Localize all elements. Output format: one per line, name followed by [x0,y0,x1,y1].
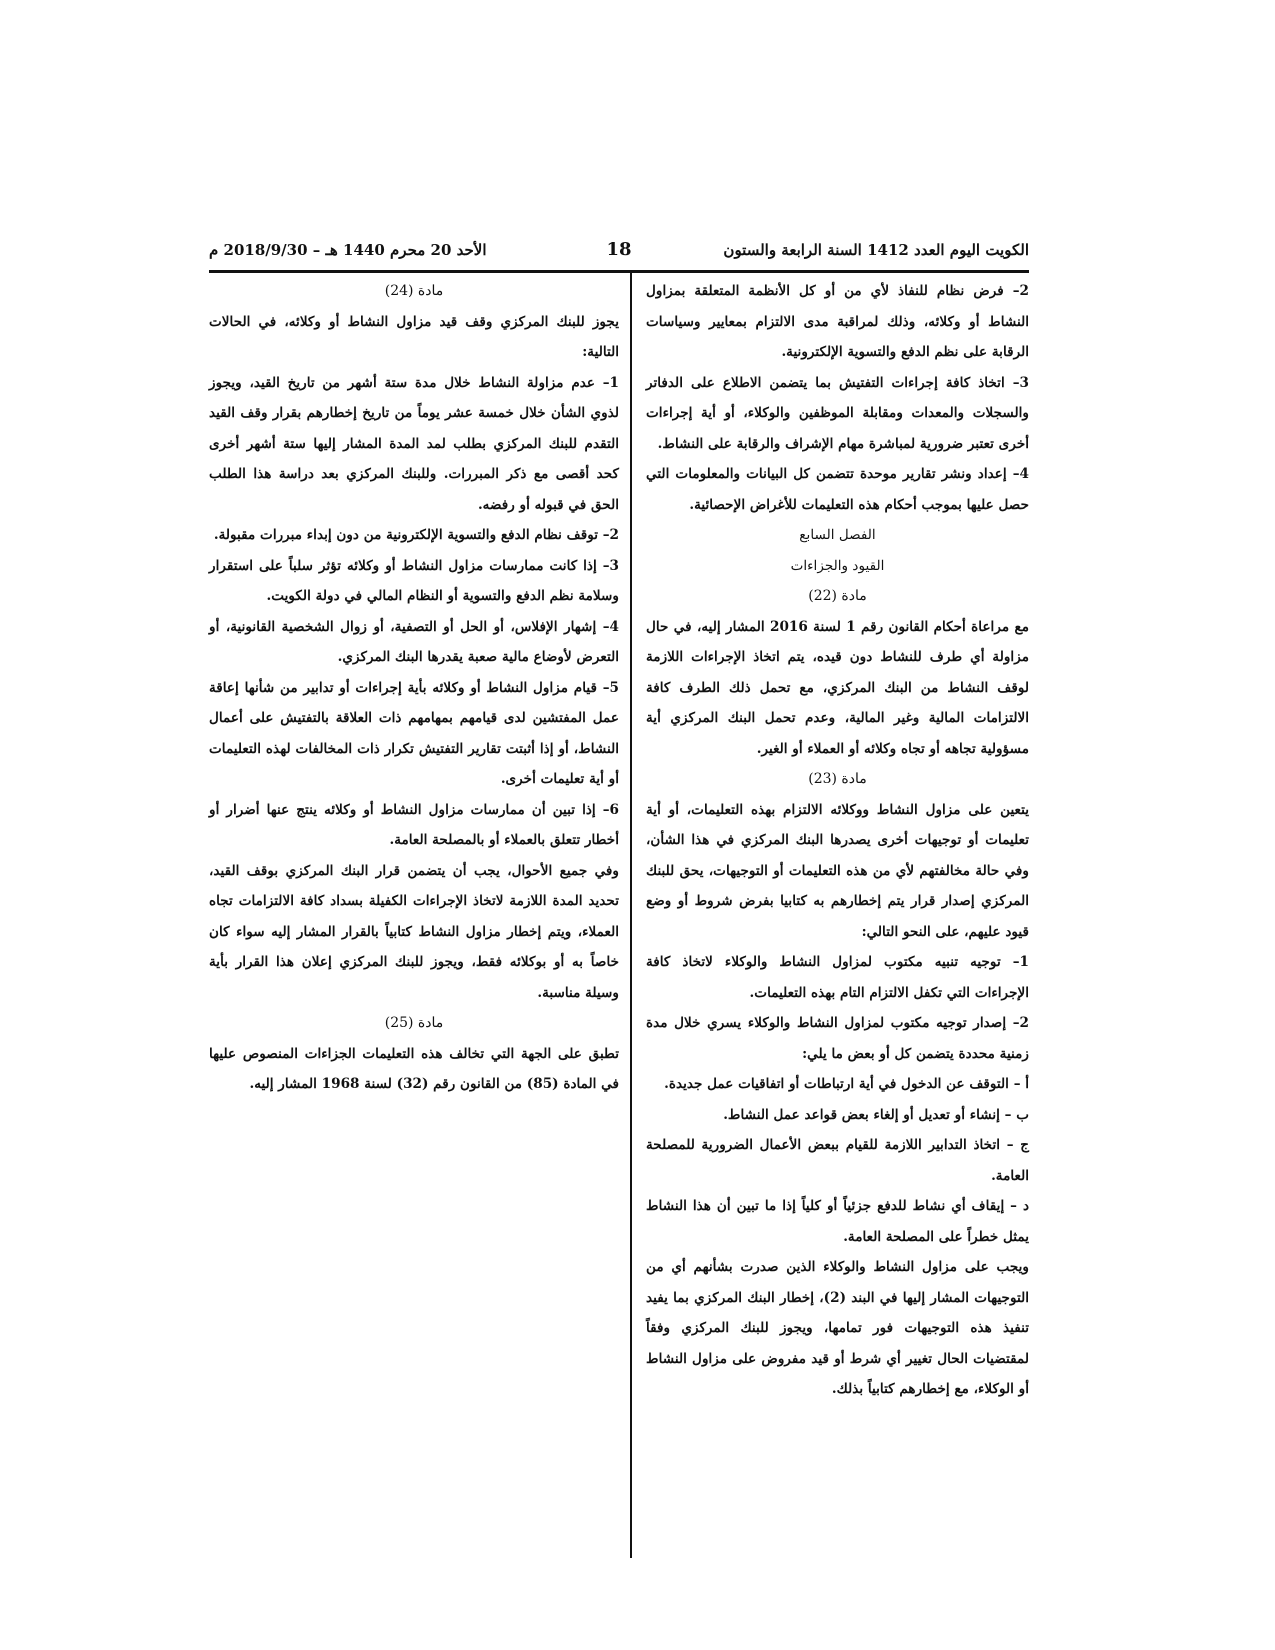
article-25-heading: مادة (25) [384,1015,444,1031]
chapter-subtitle: القيود والجزاءات [790,557,885,574]
article-24-heading: مادة (24) [384,283,444,299]
article-24-closing: وفي جميع الأحوال، يجب أن يتضمن قرار البنك المركزي بوقف القيد، تحديد المدة اللازمة لاتخاذ الإجراءات الكفيلة بسداد كافة الالتزامات تجاه العملاء، ويتم إخطار مزاول النشاط كتابياً بالقرار المشار إليه سواء كان خاصاً به أو بوكلائه فقط، ويجوز للبنك المركزي إعلان هذا القرار بأية وسيلة مناسبة. [209,862,619,1001]
article-22-body: مع مراعاة أحكام القانون رقم 1 لسنة 2016 المشار إليه، في حال مزاولة أي طرف للنشاط دون قيده، يتم اتخاذ الإجراءات اللازمة لوقف النشاط من البنك المركزي، مع تحمل ذلك الطرف كافة الالتزامات المالية وغير المالية، وعدم تحمل البنك المركزي أية مسؤولية تجاهه أو تجاه وكلائه أو العملاء أو الغير. [646,618,1029,757]
article-23-heading: مادة (23) [808,771,867,787]
article-23-item-2b: ب – إنشاء أو تعديل أو إلغاء بعض قواعد عمل النشاط. [723,1106,1029,1123]
article-22-heading: مادة (22) [808,588,867,604]
article-23-item-2c: ج – اتخاذ التدابير اللازمة للقيام ببعض الأعمال الضرورية للمصلحة العامة. [646,1137,1029,1184]
clause-4-reports: 4– إعداد ونشر تقارير موحدة تتضمن كل البيانات والمعلومات التي حصل عليها بموجب أحكام هذه التعليمات للأغراض الإحصائية. [646,466,1029,513]
article-25-body: تطبق على الجهة التي تخالف هذه التعليمات الجزاءات المنصوص عليها في المادة (85) من القانون رقم (32) لسنة 1968 المشار إليه. [209,1045,619,1092]
chapter-title: الفصل السابع [799,527,876,543]
page-header [209,241,1029,267]
article-24-intro: يجوز للبنك المركزي وقف قيد مزاول النشاط أو وكلائه، في الحالات التالية: [209,313,619,360]
article-24-item-1: 1– عدم مزاولة النشاط خلال مدة ستة أشهر من تاريخ القيد، ويجوز لذوي الشأن خلال خمسة عشر يوماً من تاريخ إخطارهم بقرار وقف القيد التقدم للبنك المركزي بطلب لمد المدة المشار إليها ستة أشهر أخرى كحد أقصى مع ذكر المبررات. وللبنك المركزي بعد دراسة هذا الطلب الحق في قبوله أو رفضه. [209,374,619,513]
column-divider [630,273,632,1558]
left-column [209,276,619,1100]
page-number: 18 [606,239,632,260]
article-23-item-2a: أ – التوقف عن الدخول في أية ارتباطات أو اتفاقيات عمل جديدة. [664,1076,1029,1092]
article-24-item-2: 2– توقف نظام الدفع والتسوية الإلكترونية من دون إبداء مبررات مقبولة. [213,527,619,543]
issue-date: الأحد 20 محرم 1440 هـ – 2018/9/30 م [209,241,487,259]
article-23-body: يتعين على مزاول النشاط ووكلائه الالتزام بهذه التعليمات، أو أية تعليمات أو توجيهات أخرى يصدرها البنك المركزي في هذا الشأن، وفي حالة مخالفتهم لأي من هذه التعليمات أو التوجيهات، يحق للبنك المركزي إصدار قرار يتم إخطارهم به كتابيا بفرض شروط أو وضع قيود عليهم، على النحو التالي: [646,801,1029,940]
clause-2-access: 2– فرض نظام للنفاذ لأي من أو كل الأنظمة المتعلقة بمزاول النشاط أو وكلائه، وذلك لمراقبة مدى الالتزام بمعايير وسياسات الرقابة على نظم الدفع والتسوية الإلكترونية. [646,283,1029,360]
article-24-item-5: 5– قيام مزاول النشاط أو وكلائه بأية إجراءات أو تدابير من شأنها إعاقة عمل المفتشين لدى قيامهم بمهامهم ذات العلاقة بالتفتيش على أعمال النشاط، أو إذا أثبتت تقارير التفتيش تكرار ذات المخالفات لهذه التعليمات أو أية تعليمات أخرى. [209,679,619,787]
article-24-item-6: 6– إذا تبين أن ممارسات مزاول النشاط أو وكلائه ينتج عنها أضرار أو أخطار تتعلق بالعملاء أو بالمصلحة العامة. [209,801,619,848]
issue-info: الكويت اليوم العدد 1412 السنة الرابعة والستون [723,241,1029,259]
article-23-item-2d: د – إيقاف أي نشاط للدفع جزئياً أو كلياً إذا ما تبين أن هذا النشاط يمثل خطراً على المصلحة العامة. [646,1198,1029,1245]
article-23-item-2: 2– إصدار توجيه مكتوب لمزاول النشاط والوكلاء يسري خلال مدة زمنية محددة يتضمن كل أو بعض ما يلي: [646,1015,1029,1062]
header-rule [209,270,1029,273]
article-23-item-1: 1– توجيه تنبيه مكتوب لمزاول النشاط والوكلاء لاتخاذ كافة الإجراءات التي تكفل الالتزام التام بهذه التعليمات. [646,954,1029,1001]
article-23-closing: ويجب على مزاول النشاط والوكلاء الذين صدرت بشأنهم أي من التوجيهات المشار إليها في البند (2)، إخطار البنك المركزي بما يفيد تنفيذ هذه التوجيهات فور تمامها، ويجوز للبنك المركزي وفقاً لمقتضيات الحال تغيير أي شرط أو قيد مفروض على مزاول النشاط أو الوكلاء، مع إخطارهم كتابياً بذلك. [646,1259,1029,1397]
right-column [646,276,1029,1405]
clause-3-inspection: 3– اتخاذ كافة إجراءات التفتيش بما يتضمن الاطلاع على الدفاتر والسجلات والمعدات ومقابلة الموظفين والوكلاء، أو أية إجراءات أخرى تعتبر ضرورية لمباشرة مهام الإشراف والرقابة على النشاط. [646,374,1029,452]
article-24-item-4: 4– إشهار الإفلاس، أو الحل أو التصفية، أو زوال الشخصية القانونية، أو التعرض لأوضاع مالية صعبة يقدرها البنك المركزي. [209,618,619,665]
article-24-item-3: 3– إذا كانت ممارسات مزاول النشاط أو وكلائه تؤثر سلباً على استقرار وسلامة نظم الدفع والتسوية أو النظام المالي في دولة الكويت. [209,557,619,604]
